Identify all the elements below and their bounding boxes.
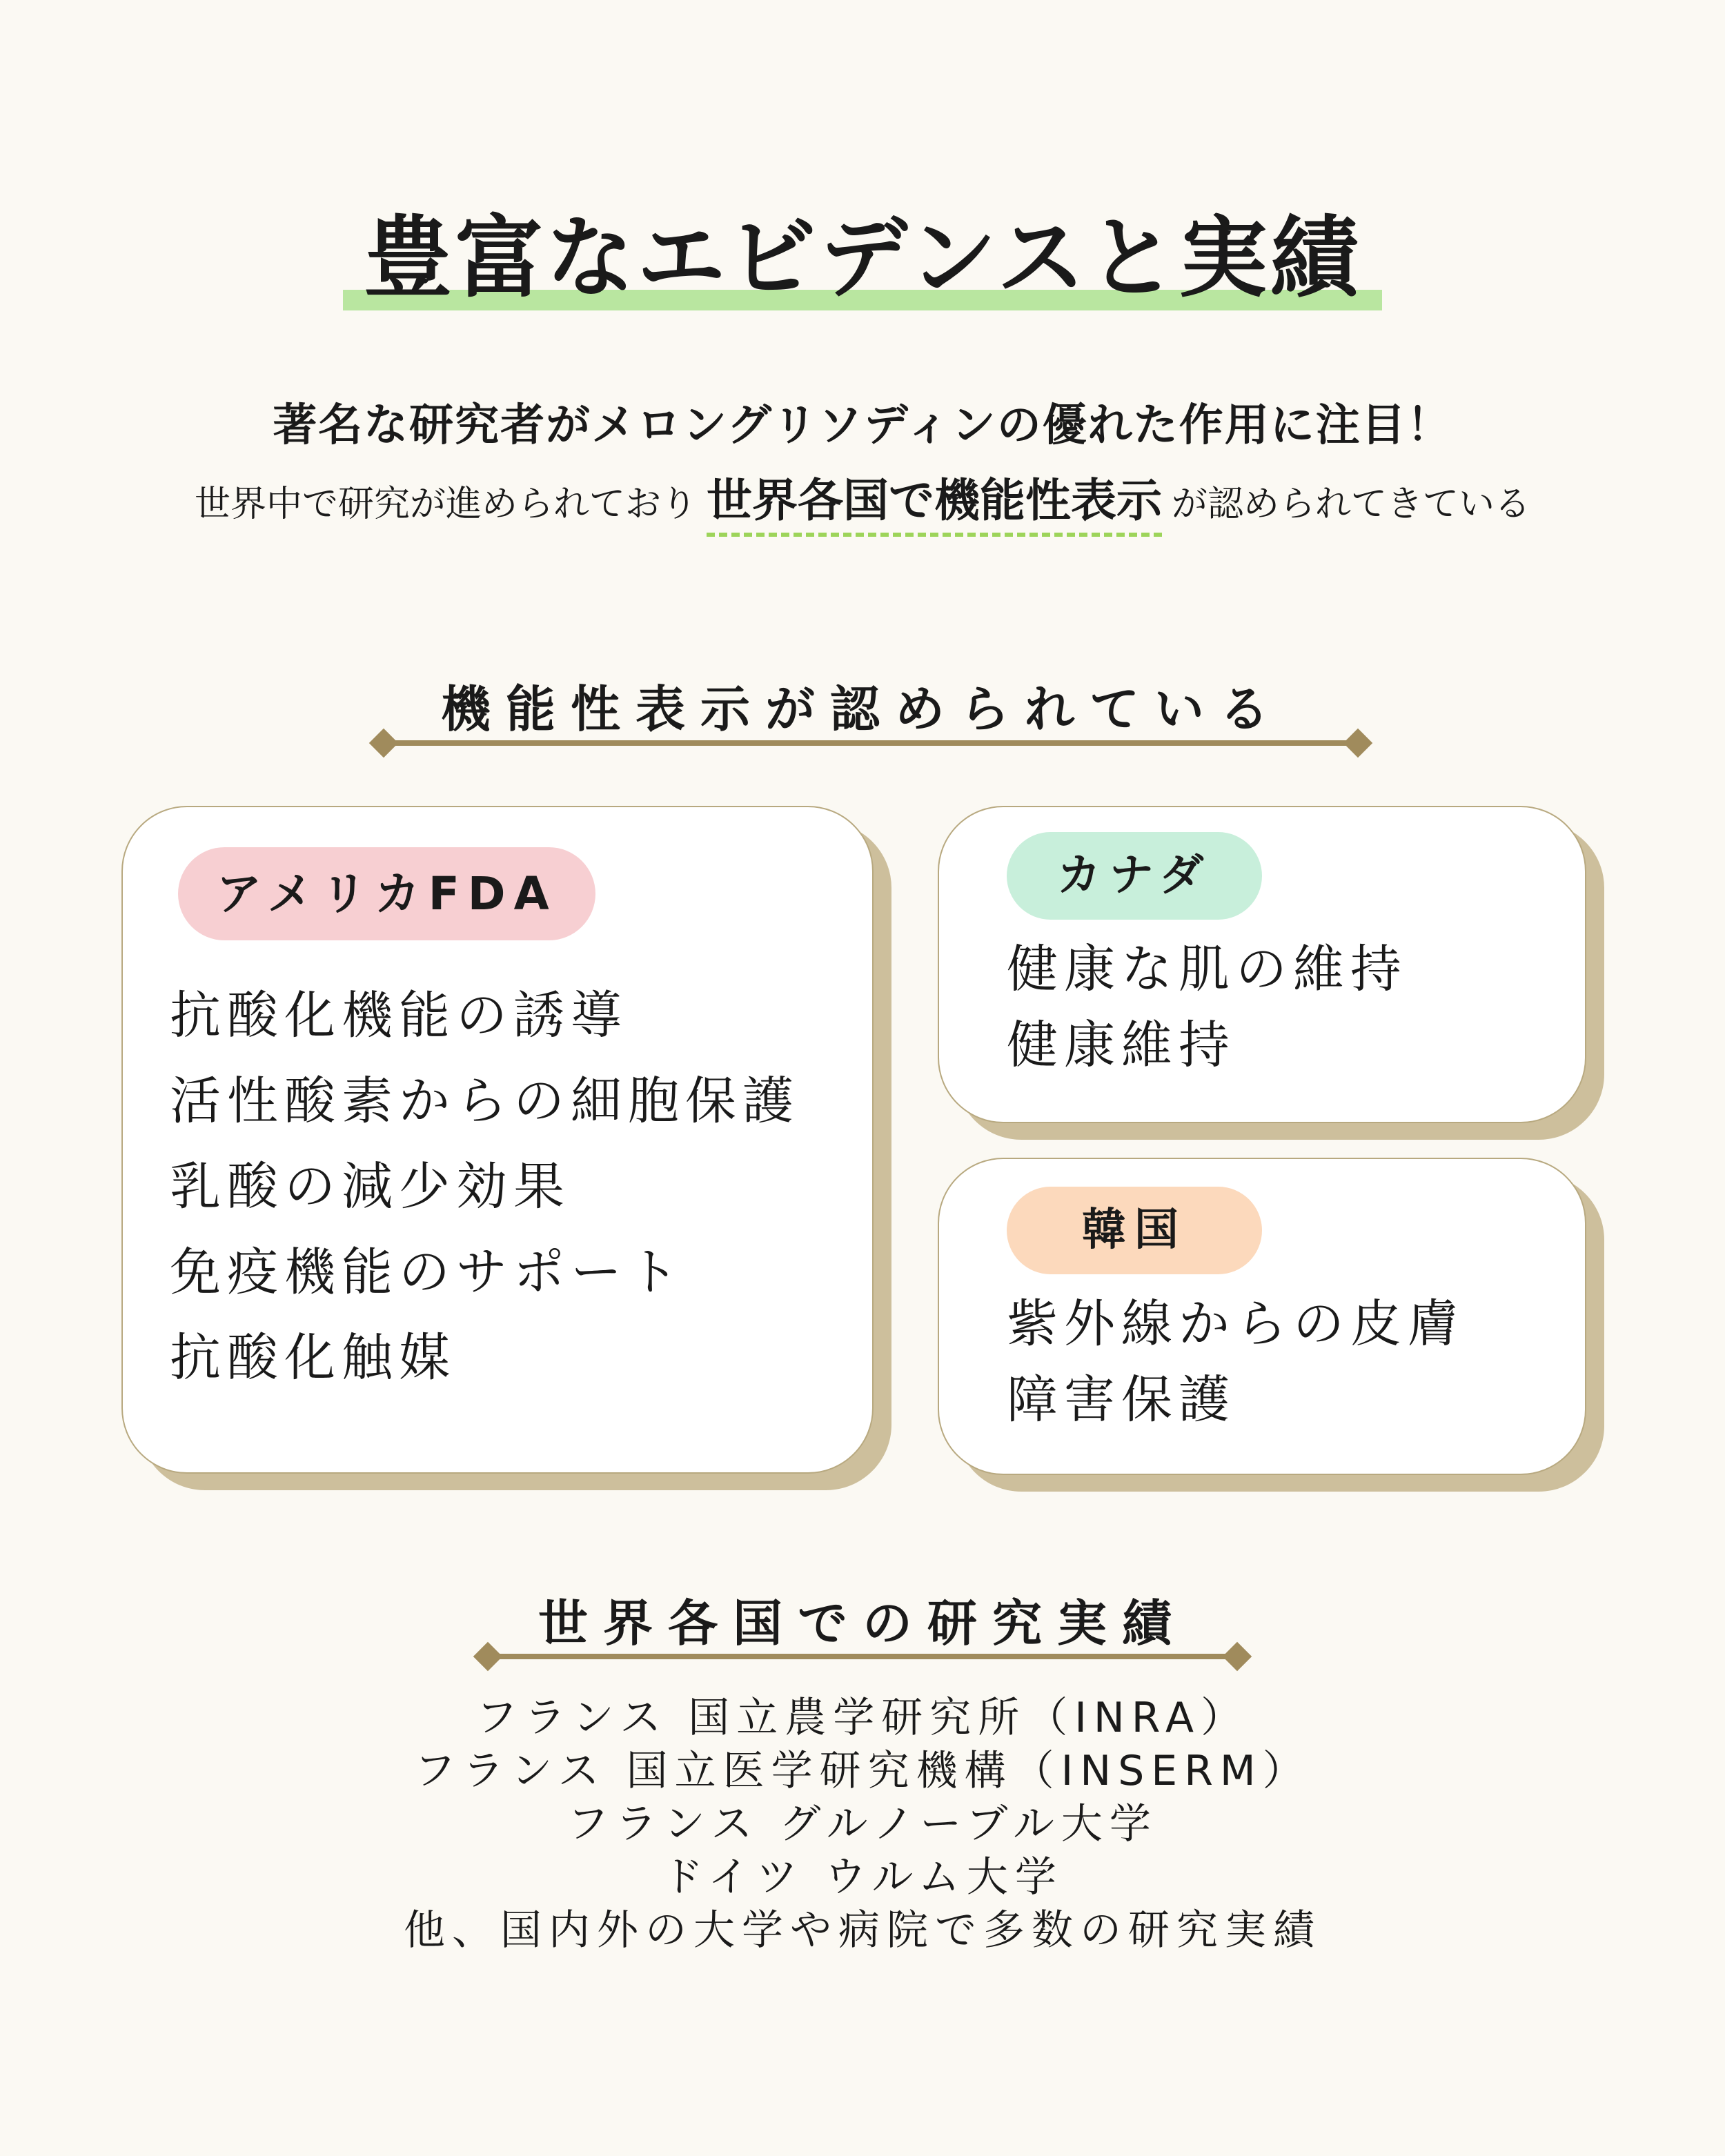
- list-item: 抗酸化触媒: [170, 1328, 456, 1387]
- canada-items-list: [1007, 931, 1408, 1083]
- list-item: 免疫機能のサポート: [170, 1243, 685, 1302]
- intro-line-2-prefix: 世界中で研究が進められており: [194, 484, 697, 525]
- usa-items-list: [170, 973, 800, 1401]
- research-item: フランス グルノーブル大学: [567, 1800, 1158, 1848]
- title-block: [0, 207, 1725, 310]
- canada-card: [938, 806, 1586, 1123]
- list-item: 障害保護: [1007, 1370, 1236, 1430]
- list-item: 活性酸素からの細胞保護: [170, 1071, 800, 1131]
- usa-fda-pill: アメリカFDA: [178, 847, 595, 940]
- list-item: 健康な肌の維持: [1007, 940, 1408, 999]
- research-item: 他、国内外の大学や病院で多数の研究実績: [404, 1906, 1321, 1955]
- research-item: フランス 国立医学研究機構（INSERM）: [414, 1747, 1311, 1795]
- research-list: [0, 1692, 1725, 1957]
- korea-card: [938, 1158, 1586, 1475]
- korea-pill: 韓国: [1007, 1187, 1262, 1274]
- list-item: 紫外線からの皮膚: [1007, 1294, 1465, 1354]
- research-item: フランス 国立農学研究所（INRA）: [475, 1694, 1250, 1742]
- list-item: 乳酸の減少効果: [170, 1157, 571, 1216]
- research-heading: 世界各国での研究実績: [538, 1594, 1187, 1652]
- usa-card: [121, 806, 874, 1474]
- research-item: ドイツ ウルム大学: [662, 1853, 1063, 1901]
- research-heading-line: [489, 1654, 1241, 1659]
- list-item: 抗酸化機能の誘導: [170, 986, 628, 1045]
- canada-pill: カナダ: [1007, 832, 1262, 920]
- page-title: 豊富なエビデンスと実績: [343, 207, 1382, 310]
- intro-highlight: 世界各国で機能性表示: [707, 474, 1162, 537]
- intro-line-2: [0, 464, 1725, 529]
- intro-line-2-suffix: が認められてきている: [1172, 484, 1531, 525]
- list-item: 健康維持: [1007, 1016, 1236, 1075]
- approved-heading: 機能性表示が認められている: [440, 680, 1284, 738]
- korea-items-list: [1007, 1286, 1465, 1438]
- intro-line-1: 著名な研究者がメロングリソディンの優れた作用に注目！: [273, 400, 1452, 451]
- approved-heading-line: [386, 740, 1352, 746]
